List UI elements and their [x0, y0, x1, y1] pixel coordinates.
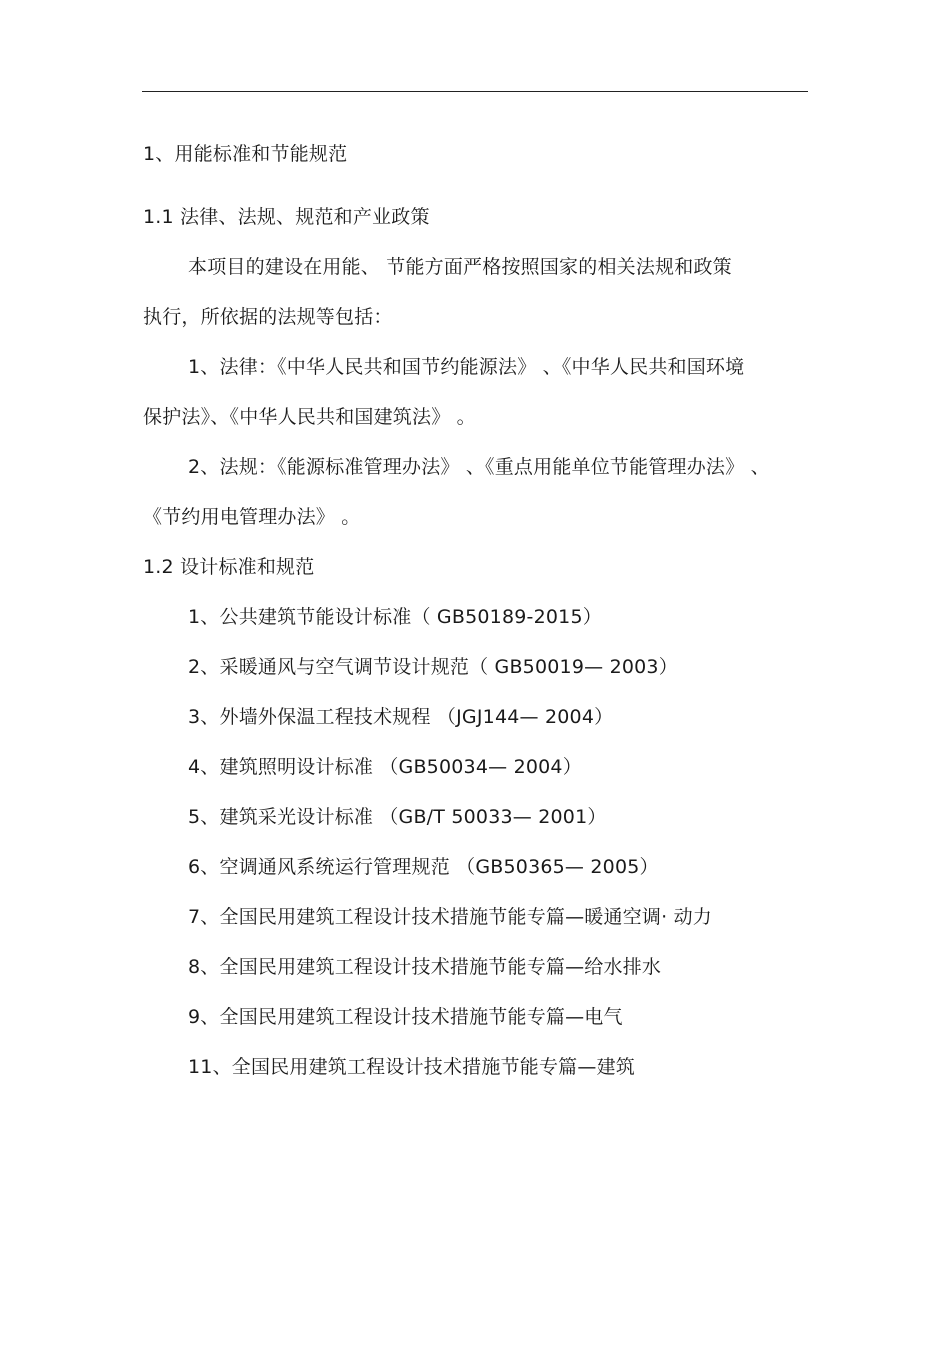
section-title: 1、用能标准和节能规范 [143, 143, 348, 165]
laws-item-line: 保护法》、《中华人民共和国建筑法》 。 [143, 406, 476, 428]
standard-list-item: 6、空调通风系统运行管理规范 （GB50365— 2005） [188, 856, 659, 878]
intro-paragraph-line: 本项目的建设在用能、 节能方面严格按照国家的相关法规和政策 [188, 256, 732, 278]
subsection-heading-standards: 1.2 设计标准和规范 [143, 556, 315, 578]
regulations-item-line: 2、法规：《能源标准管理办法》 、《重点用能单位节能管理办法》 、 [188, 456, 770, 478]
standard-list-item: 8、全国民用建筑工程设计技术措施节能专篇—给水排水 [188, 956, 662, 978]
standard-list-item: 2、采暖通风与空气调节设计规范（ GB50019— 2003） [188, 656, 678, 678]
standard-list-item: 3、外墙外保温工程技术规程 （JGJ144— 2004） [188, 706, 614, 728]
standard-list-item: 7、全国民用建筑工程设计技术措施节能专篇—暖通空调· 动力 [188, 906, 712, 928]
standard-list-item: 1、公共建筑节能设计标准（ GB50189-2015） [188, 606, 602, 628]
standard-list-item: 4、建筑照明设计标准 （GB50034— 2004） [188, 756, 582, 778]
regulations-item-line: 《节约用电管理办法》 。 [143, 506, 361, 528]
subsection-heading-laws: 1.1 法律、法规、规范和产业政策 [143, 206, 430, 228]
standard-list-item: 5、建筑采光设计标准 （GB/T 50033— 2001） [188, 806, 607, 828]
standard-list-item: 11、全国民用建筑工程设计技术措施节能专篇—建筑 [188, 1056, 635, 1078]
laws-item-line: 1、法律：《中华人民共和国节约能源法》 、《中华人民共和国环境 [188, 356, 745, 378]
header-rule [142, 91, 808, 92]
standard-list-item: 9、全国民用建筑工程设计技术措施节能专篇—电气 [188, 1006, 623, 1028]
intro-paragraph-line: 执行，所依据的法规等包括： [143, 306, 393, 328]
